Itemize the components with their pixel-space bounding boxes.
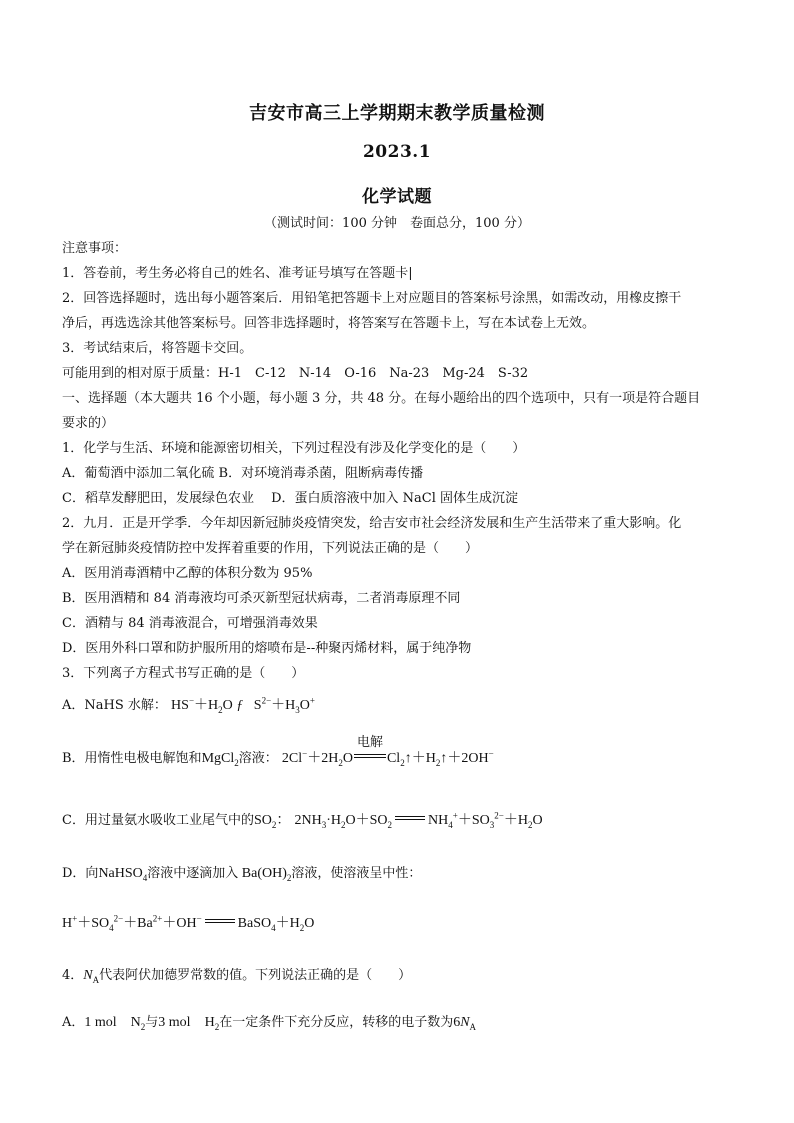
q3-option-c-equation: $2NH_3\cdot H_2O+SO_2$ $NH_4^++SO_3^{2-}+H_2O$	[294, 810, 543, 830]
mgcl2-formula: MgCl$_2$	[201, 751, 239, 768]
electrolysis-condition: 电解	[356, 734, 383, 749]
exam-meta: （测试时间：100 分钟 卷面总分，100 分）	[264, 216, 530, 231]
q3-stem: 3．下列离子方程式书写正确的是（ ）	[62, 666, 305, 681]
q3-option-c	[62, 812, 740, 830]
q4-option-a-mid-1: 与	[145, 1015, 159, 1030]
q4-option-a-label: A．	[62, 1015, 85, 1030]
q2-stem-line-1: 2．九月．正是开学季．今年却因新冠肺炎疫情突发，给吉安市社会经济发展和生产生活带来了重大影响。化	[62, 516, 682, 531]
q2-option-a: A．医用消毒酒精中乙醇的体积分数为 95%	[62, 566, 313, 581]
q1-options-ab: A．葡萄酒中添加二氧化硫 B．对环境消毒杀菌，阻断病毒传播	[62, 466, 424, 481]
q3-option-b-equation: $2Cl^-+2H_2O$ 电解 $Cl_2↑+H_2↑+2OH^-$	[281, 734, 494, 768]
q3-option-a-equation: $HS^-+H_2O$ ƒ $S^{2-}+H_3O^+$	[171, 695, 315, 715]
note-1: 1．答卷前，考生务必将自己的姓名、准考证号填写在答题卡|	[62, 266, 413, 281]
q3-option-d-mid-2: 溶液，使溶液呈中性：	[291, 866, 422, 881]
q4-number: 4．	[62, 968, 84, 983]
q2-option-d: D．医用外科口罩和防护服所用的熔喷布是--种聚丙烯材料，属于纯净物	[62, 641, 472, 656]
q2-option-b: B．医用酒精和 84 消毒液均可杀灭新型冠状病毒，二者消毒原理不同	[62, 591, 461, 606]
q3-option-d-label: D．向	[62, 866, 99, 881]
notes-heading: 注意事项：	[62, 241, 128, 256]
electron-count: $6N_A$	[453, 1015, 477, 1032]
section-intro-line-1: 一、选择题（本大题共 16 个小题，每小题 3 分，共 48 分。在每小题给出的四个选项中，只有一项是符合题目	[62, 391, 701, 406]
exam-date: 2023.1	[362, 142, 432, 162]
section-intro-line-2: 要求的）	[62, 416, 115, 431]
q2-option-c: C．酒精与 84 消毒液混合，可增强消毒效果	[62, 616, 318, 631]
q2-stem-line-2: 学在新冠肺炎疫情防控中发挥着重要的作用，下列说法正确的是（ ）	[62, 541, 479, 556]
n2-amount: 1 mol $N_2$	[84, 1015, 146, 1032]
q3-option-d-equation: $H^++SO_4^{2-}+Ba^{2+}+OH^-$ $BaSO_4+H_2O$	[62, 913, 315, 933]
q4-stem	[62, 967, 740, 985]
q3-option-d-mid-1: 溶液中逐滴加入	[147, 866, 239, 881]
q1-stem: 1．化学与生活、环境和能源密切相关，下列过程没有涉及化学变化的是（ ）	[62, 441, 526, 456]
q3-option-b-mid: 溶液：	[238, 751, 278, 766]
q4-option-a-mid-2: 在一定条件下充分反应，转移的电子数为	[219, 1015, 454, 1030]
q3-option-a	[62, 697, 740, 715]
note-3: 3．考试结束后，将答题卡交回。	[62, 341, 253, 356]
q3-option-a-label: A．NaHS 水解：	[62, 698, 167, 713]
q4-stem-text: 代表阿伏加德罗常数的值。下列说法正确的是（ ）	[99, 968, 412, 983]
electrolysis-arrow	[353, 734, 387, 768]
nahso4-formula: NaHSO$_4$	[98, 866, 148, 883]
atomic-masses: 可能用到的相对原于质量：H-1 C-12 N-14 O-16 Na-23 Mg-24 S-32	[62, 366, 529, 381]
note-2-line-1: 2．回答选择题时，选出每小题答案后．用铅笔把答题卡上对应题目的答案标号涂黑，如需改动，用橡皮擦干	[62, 291, 682, 306]
avogadro-symbol: $N_A$	[83, 968, 100, 985]
h2-amount: 3 mol $H_2$	[158, 1015, 220, 1032]
note-2-line-2: 净后，再选选涂其他答案标号。回答非选择题时，将答案写在答题卡上，写在本试卷上无效。	[62, 316, 596, 331]
so2-formula: $SO_2$：	[253, 813, 291, 830]
baoh2-formula: $Ba(OH)_2$	[238, 866, 292, 883]
q1-options-cd: C．稻草发酵肥田，发展绿色农业 D．蛋白质溶液中加入 NaCl 固体生成沉淀	[62, 491, 518, 506]
q4-option-a	[62, 1014, 740, 1032]
q3-option-b-label: B．用惰性电极电解饱和	[62, 751, 202, 766]
q3-option-c-label: C．用过量氨水吸收工业尾气中的	[62, 813, 254, 828]
subject-title: 化学试题	[362, 187, 432, 207]
exam-title: 吉安市高三上学期期末教学质量检测	[249, 103, 545, 124]
q3-option-d	[62, 865, 740, 883]
q3-option-b	[62, 734, 740, 768]
